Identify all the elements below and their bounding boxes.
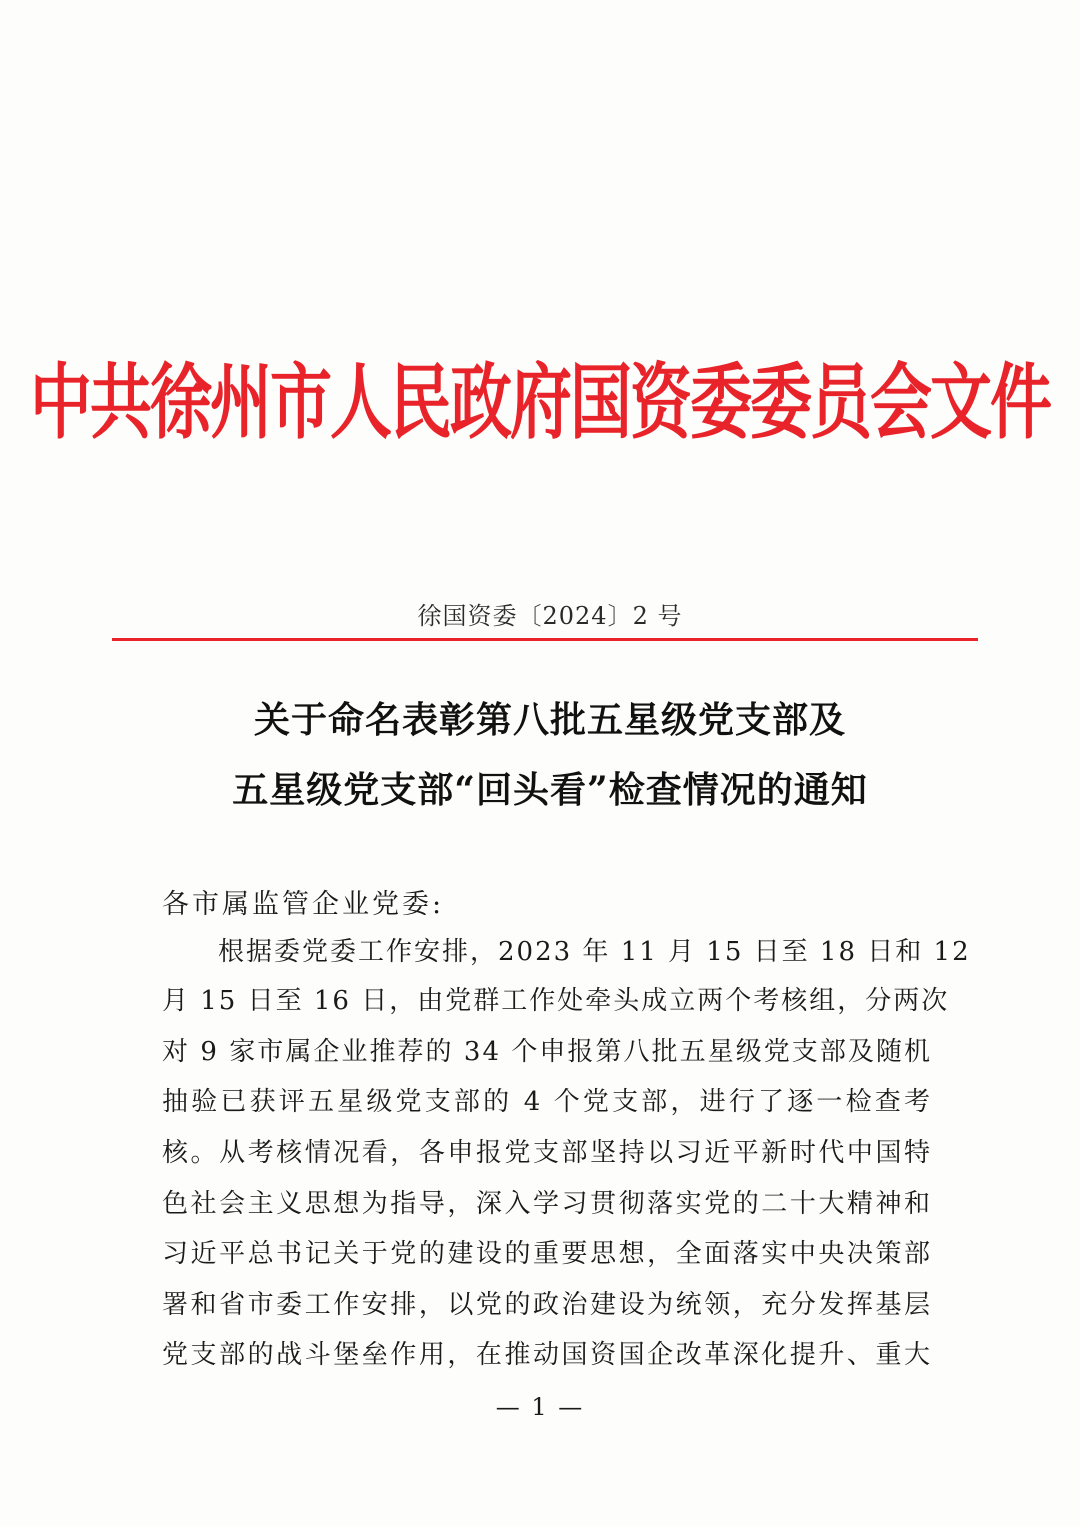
- salutation: 各市属监管企业党委:: [162, 889, 445, 920]
- body-line: 色社会主义思想为指导，深入学习贯彻落实党的二十大精神和: [162, 1189, 932, 1219]
- body-line: 核。从考核情况看，各申报党支部坚持以习近平新时代中国特: [162, 1138, 932, 1168]
- body-line: 署和省市委工作安排，以党的政治建设为统领，充分发挥基层: [162, 1290, 932, 1320]
- body-line: 党支部的战斗堡垒作用，在推动国资国企改革深化提升、重大: [162, 1340, 932, 1370]
- page-number: — 1 —: [495, 1393, 585, 1421]
- body-line: 月 15 日至 16 日，由党群工作处牵头成立两个考核组，分两次: [162, 986, 950, 1016]
- masthead-title: 中共徐州市人民政府国资委委员会文件: [29, 353, 1050, 451]
- body-line: 对 9 家市属企业推荐的 34 个申报第八批五星级党支部及随机: [162, 1037, 932, 1067]
- body-line: 抽验已获评五星级党支部的 4 个党支部，进行了逐一检查考: [162, 1087, 932, 1117]
- body-line: 根据委党委工作安排，2023 年 11 月 15 日至 18 日和 12: [162, 937, 971, 967]
- red-separator-line: [112, 638, 978, 641]
- document-title-line-2: 五星级党支部“回头看”检查情况的通知: [232, 769, 868, 811]
- document-number: 徐国资委〔2024〕2 号: [417, 602, 683, 630]
- document-title-line-1: 关于命名表彰第八批五星级党支部及: [253, 699, 846, 741]
- body-line: 习近平总书记关于党的建设的重要思想，全面落实中央决策部: [162, 1239, 932, 1269]
